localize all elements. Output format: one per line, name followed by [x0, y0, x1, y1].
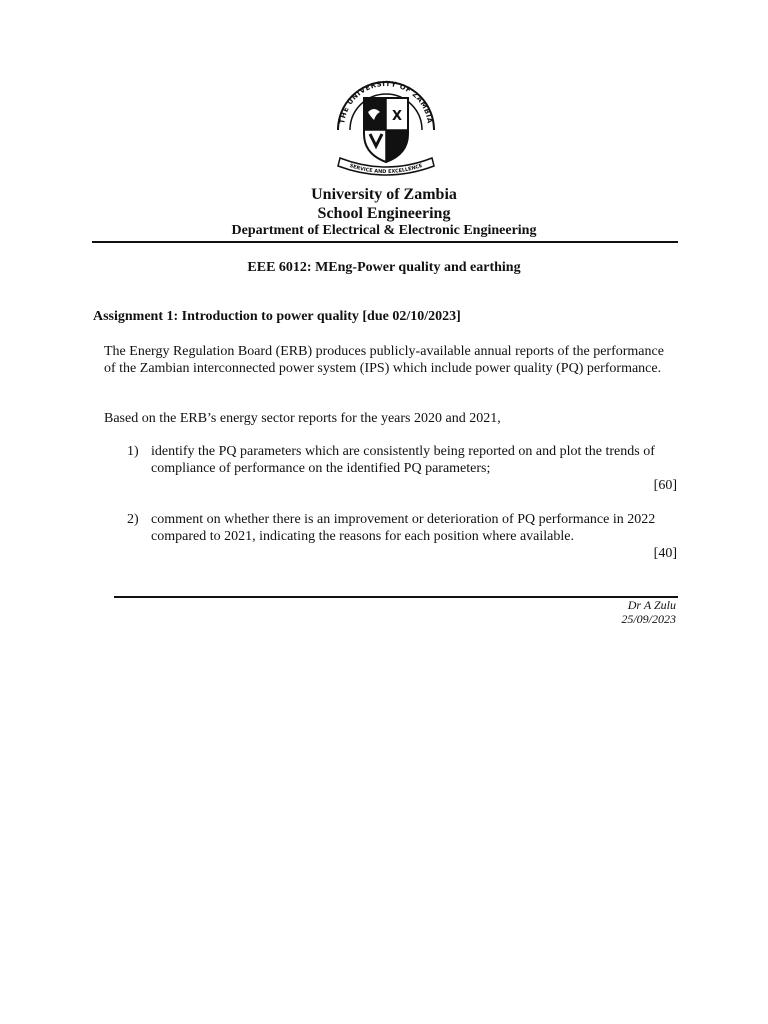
question-number: 1): [127, 444, 139, 459]
university-name: University of Zambia: [311, 186, 457, 203]
question-marks: [40]: [653, 546, 677, 561]
crest-motto-text: SERVICE AND EXCELLENCE: [348, 162, 424, 176]
footer-divider: [114, 596, 678, 598]
question-text: comment on whether there is an improvement or deterioration of PQ performance in 2022 compared to 2021, indicating the reasons for each position where available.: [151, 512, 656, 544]
assignment-title: Assignment 1: Introduction to power quality [due 02/10/2023]: [93, 309, 461, 324]
question-number: 2): [127, 512, 139, 527]
author-signature: Dr A Zulu: [627, 598, 676, 612]
signature-date: 25/09/2023: [621, 612, 676, 626]
question-text: identify the PQ parameters which are consistently being reported on and plot the trends of compliance of performance on the identified PQ parameters;: [151, 444, 655, 476]
question-item: [127, 443, 677, 494]
crest-ring-text: THE UNIVERSITY OF ZAMBIA: [338, 79, 434, 125]
intro-paragraph: The Energy Regulation Board (ERB) produces publicly-available annual reports of the performance of the Zambian interconnected power system (IPS) which include power quality (PQ) performance.: [104, 344, 664, 376]
header-divider: [92, 241, 678, 243]
question-marks: [60]: [653, 478, 677, 493]
crest-shield-letter: X: [391, 109, 403, 124]
school-name: School Engineering: [317, 205, 451, 222]
university-crest-logo: [330, 68, 442, 180]
department-name: Department of Electrical & Electronic Engineering: [231, 223, 537, 238]
question-item: [127, 511, 677, 562]
based-on-paragraph: Based on the ERB’s energy sector reports for the years 2020 and 2021,: [104, 411, 501, 426]
course-title: EEE 6012: MEng-Power quality and earthing: [247, 260, 521, 275]
